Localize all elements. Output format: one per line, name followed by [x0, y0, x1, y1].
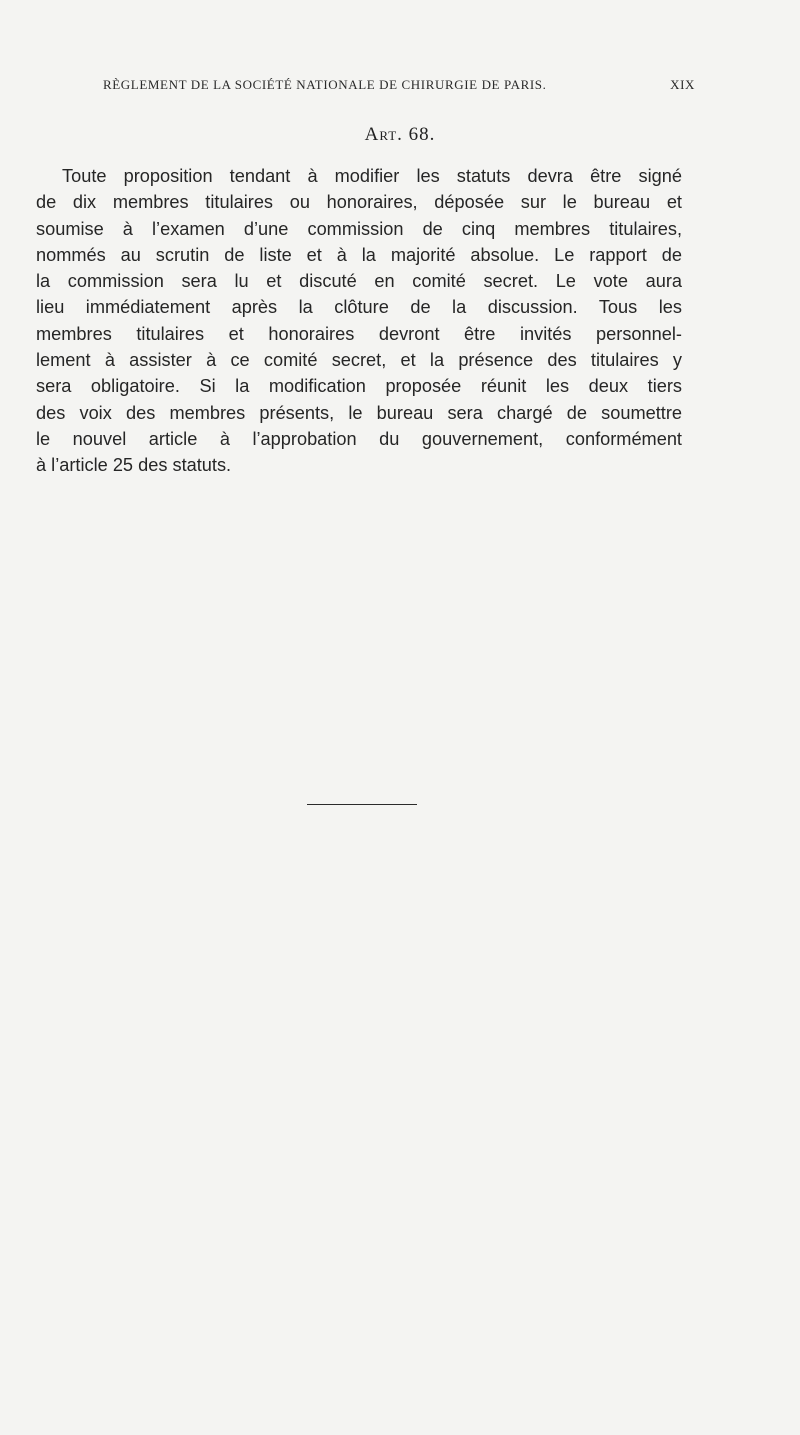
- closing-rule: [307, 804, 417, 805]
- article-body: [36, 163, 682, 479]
- article-line: nommés au scrutin de liste et à la majorité absolue. Le rapport de: [36, 244, 682, 265]
- article-line: sera obligatoire. Si la modification proposée réunit les deux tiers: [36, 376, 682, 397]
- article-line: membres titulaires et honoraires devront être invités personnel-: [36, 323, 682, 344]
- article-line: soumise à l’examen d’une commission de cinq membres titulaires,: [36, 218, 682, 239]
- article-line: à l’article 25 des statuts.: [36, 455, 232, 476]
- article-line: de dix membres titulaires ou honoraires, déposée sur le bureau et: [36, 192, 682, 213]
- article-line: lieu immédiatement après la clôture de la discussion. Tous les: [36, 297, 682, 318]
- page-number: XIX: [670, 77, 695, 92]
- article-line: lement à assister à ce comité secret, et la présence des titulaires y: [36, 350, 682, 371]
- article-line: Toute proposition tendant à modifier les statuts devra être signé: [62, 166, 682, 186]
- article-line: la commission sera lu et discuté en comité secret. Le vote aura: [36, 271, 682, 292]
- article-heading-text: Art. 68.: [364, 124, 436, 145]
- article-heading: [0, 124, 800, 146]
- article-line: des voix des membres présents, le bureau sera chargé de soumettre: [36, 402, 682, 423]
- article-line: le nouvel article à l’approbation du gouvernement, conformément: [36, 428, 682, 449]
- running-head-title: RÈGLEMENT DE LA SOCIÉTÉ NATIONALE DE CHIRURGIE DE PARIS.: [103, 77, 547, 92]
